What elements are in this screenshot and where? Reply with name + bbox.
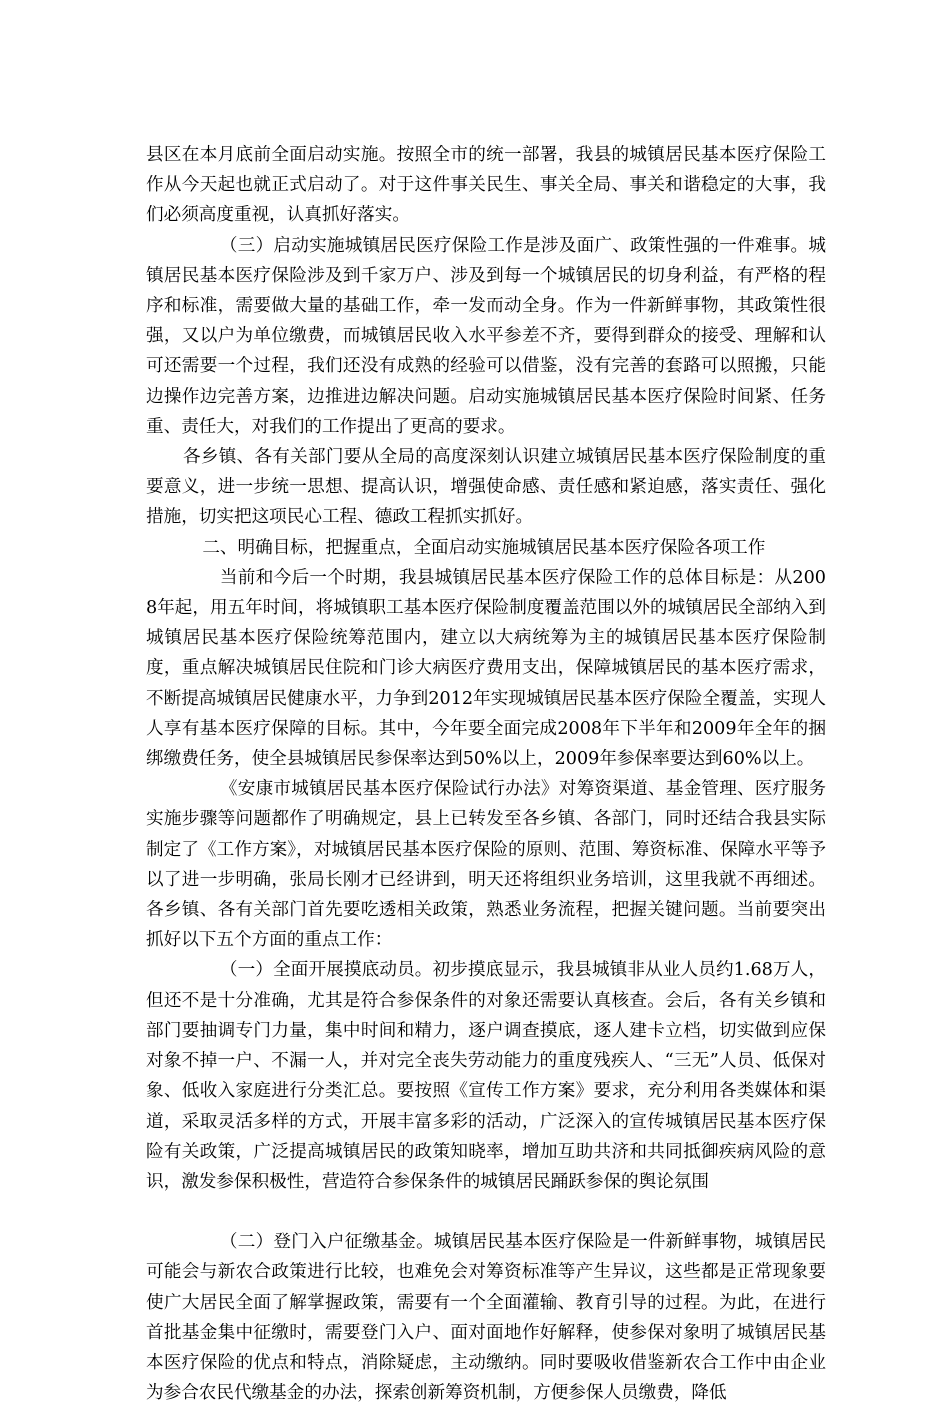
paragraph-section-3: （三）启动实施城镇居民医疗保险工作是涉及面广、政策性强的一件难事。城镇居民基本医疗保险涉及到千家万户、涉及到每一个城镇居民的切身利益，有严格的程序和标准，需要做大量的基础工作，牵一发而动全身。作为一件新鲜事物，其政策性很强，又以户为单位缴费，而城镇居民收入水平参差不齐，要得到群众的接受、理解和认可还需要一个过程，我们还没有成熟的经验可以借鉴，没有完善的套路可以照搬，只能边操作边完善方案，边推进边解决问题。启动实施城镇居民基本医疗保险时间紧、任务重、责任大，对我们的工作提出了更高的要求。 — [146, 235, 826, 437]
paragraph-intro: 县区在本月底前全面启动实施。按照全市的统一部署，我县的城镇居民基本医疗保险工作从今天起也就正式启动了。对于这件事关民生、事关全局、事关和谐稳定的大事，我们必须高度重视，认真抓好落实。 — [146, 145, 826, 226]
paragraph-goals: 当前和今后一个时期，我县城镇居民基本医疗保险工作的总体目标是：从2008年起，用五年时间，将城镇职工基本医疗保险制度覆盖范围以外的城镇居民全部纳入到城镇居民基本医疗保险统筹范围内，建立以大病统筹为主的城镇居民基本医疗保险制度，重点解决城镇居民住院和门诊大病医疗费用支出，保障城镇居民的基本医疗需求，不断提高城镇居民健康水平，力争到2012年实现城镇居民基本医疗保险全覆盖，实现人人享有基本医疗保障的目标。其中，今年要全面完成2008年下半年和2009年全年的捆绑缴费任务，使全县城镇居民参保率达到50%以上，2009年参保率要达到60%以上。 — [146, 567, 826, 770]
paragraph-requirements: 各乡镇、各有关部门要从全局的高度深刻认识建立城镇居民基本医疗保险制度的重要意义，进一步统一思想、提高认识，增强使命感、责任感和紧迫感，落实责任、强化措施，切实把这项民心工程、德政工程抓实抓好。 — [146, 447, 826, 528]
paragraph-item-2: （二）登门入户征缴基金。城镇居民基本医疗保险是一件新鲜事物，城镇居民可能会与新农合政策进行比较，也难免会对筹资标准等产生异议，这些都是正常现象要使广大居民全面了解掌握政策，需要有一个全面灌输、教育引导的过程。为此，在进行首批基金集中征缴时，需要登门入户、面对面地作好解释，使参保对象明了城镇居民基本医疗保险的优点和特点，消除疑虑，主动缴纳。同时要吸收借鉴新农合工作中由企业为参合农民代缴基金的办法，探索创新筹资机制，方便参保人员缴费，降低 — [146, 1232, 826, 1404]
paragraph-measures: 《安康市城镇居民基本医疗保险试行办法》对筹资渠道、基金管理、医疗服务实施步骤等问题都作了明确规定，县上已转发至各乡镇、各部门，同时还结合我县实际制定了《工作方案》，对城镇居民基本医疗保险的原则、范围、筹资标准、保障水平等予以了进一步明确，张局长刚才已经讲到，明天还将组织业务培训，这里我就不再细述。各乡镇、各有关部门首先要吃透相关政策，熟悉业务流程，把握关键问题。当前要突出抓好以下五个方面的重点工作： — [146, 779, 826, 951]
document-body — [146, 140, 826, 1408]
paragraph-item-1: （一）全面开展摸底动员。初步摸底显示，我县城镇非从业人员约1.68万人，但还不是十分准确，尤其是符合参保条件的对象还需要认真核查。会后，各有关乡镇和部门要抽调专门力量，集中时间和精力，逐户调查摸底，逐人建卡立档，切实做到应保对象不掉一户、不漏一人，并对完全丧失劳动能力的重度残疾人、“三无”人员、低保对象、低收入家庭进行分类汇总。要按照《宣传工作方案》要求，充分利用各类媒体和渠道，采取灵活多样的方式，开展丰富多彩的活动，广泛深入的宣传城镇居民基本医疗保险有关政策，广泛提高城镇居民的政策知晓率，增加互助共济和共同抵御疾病风险的意识，激发参保积极性，营造符合参保条件的城镇居民踊跃参保的舆论氛围 — [146, 960, 826, 1192]
section-heading-2: 二、明确目标，把握重点，全面启动实施城镇居民基本医疗保险各项工作 — [202, 537, 766, 558]
